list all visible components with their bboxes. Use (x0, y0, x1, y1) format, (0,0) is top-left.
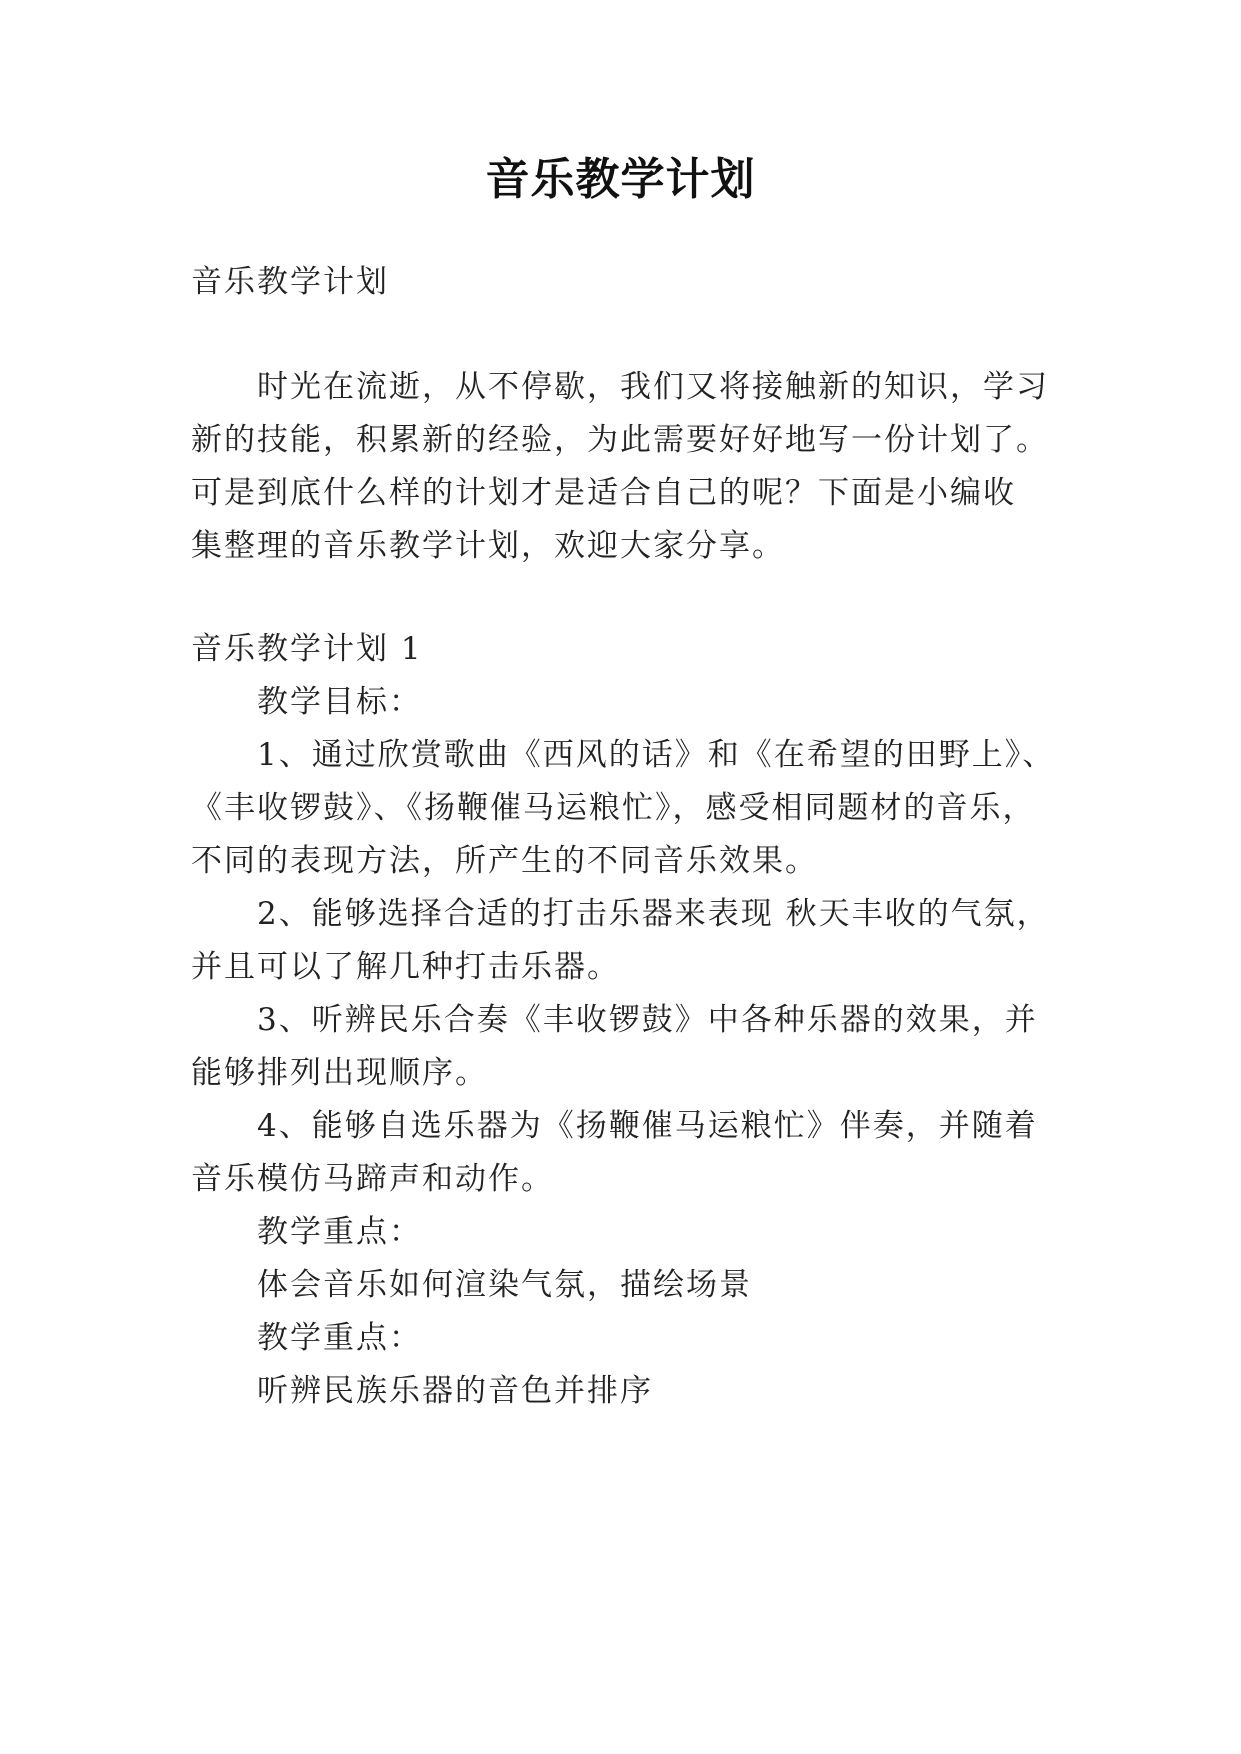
document-subtitle: 音乐教学计划 (191, 264, 389, 300)
intro-line-2: 新的技能，积累新的经验，为此需要好好地写一份计划了。 (191, 422, 1049, 458)
goal-3-line-2: 能够排列出现顺序。 (191, 1055, 488, 1091)
key-points-text-1: 体会音乐如何渲染气氛，描绘场景 (257, 1267, 752, 1303)
goal-3-line-1: 3、听辨民乐合奏《丰收锣鼓》中各种乐器的效果，并 (257, 1002, 1038, 1038)
key-points-label-1: 教学重点： (257, 1214, 422, 1250)
goal-1-line-1: 1、通过欣赏歌曲《西风的话》和《在希望的田野上》、 (257, 737, 1056, 773)
section-heading: 音乐教学计划 1 (191, 631, 423, 667)
goal-2-line-1: 2、能够选择合适的打击乐器来表现 秋天丰收的气氛， (257, 896, 1050, 932)
goal-4-line-1: 4、能够自选乐器为《扬鞭催马运粮忙》伴奏，并随着 (257, 1108, 1038, 1144)
goal-4-line-2: 音乐模仿马蹄声和动作。 (191, 1161, 554, 1197)
page-title: 音乐教学计划 (485, 154, 756, 205)
key-points-text-2: 听辨民族乐器的音色并排序 (257, 1373, 653, 1409)
goal-1-line-3: 不同的表现方法，所产生的不同音乐效果。 (191, 843, 818, 879)
goal-1-line-2: 《丰收锣鼓》、《扬鞭催马运粮忙》，感受相同题材的音乐， (191, 790, 1036, 826)
intro-line-4: 集整理的音乐教学计划，欢迎大家分享。 (191, 528, 785, 564)
goal-2-line-2: 并且可以了解几种打击乐器。 (191, 949, 620, 985)
goals-label: 教学目标： (257, 684, 422, 720)
key-points-label-2: 教学重点： (257, 1320, 422, 1356)
intro-line-1: 时光在流逝，从不停歇，我们又将接触新的知识，学习 (257, 369, 1049, 405)
intro-line-3: 可是到底什么样的计划才是适合自己的呢？下面是小编收 (191, 475, 1016, 511)
